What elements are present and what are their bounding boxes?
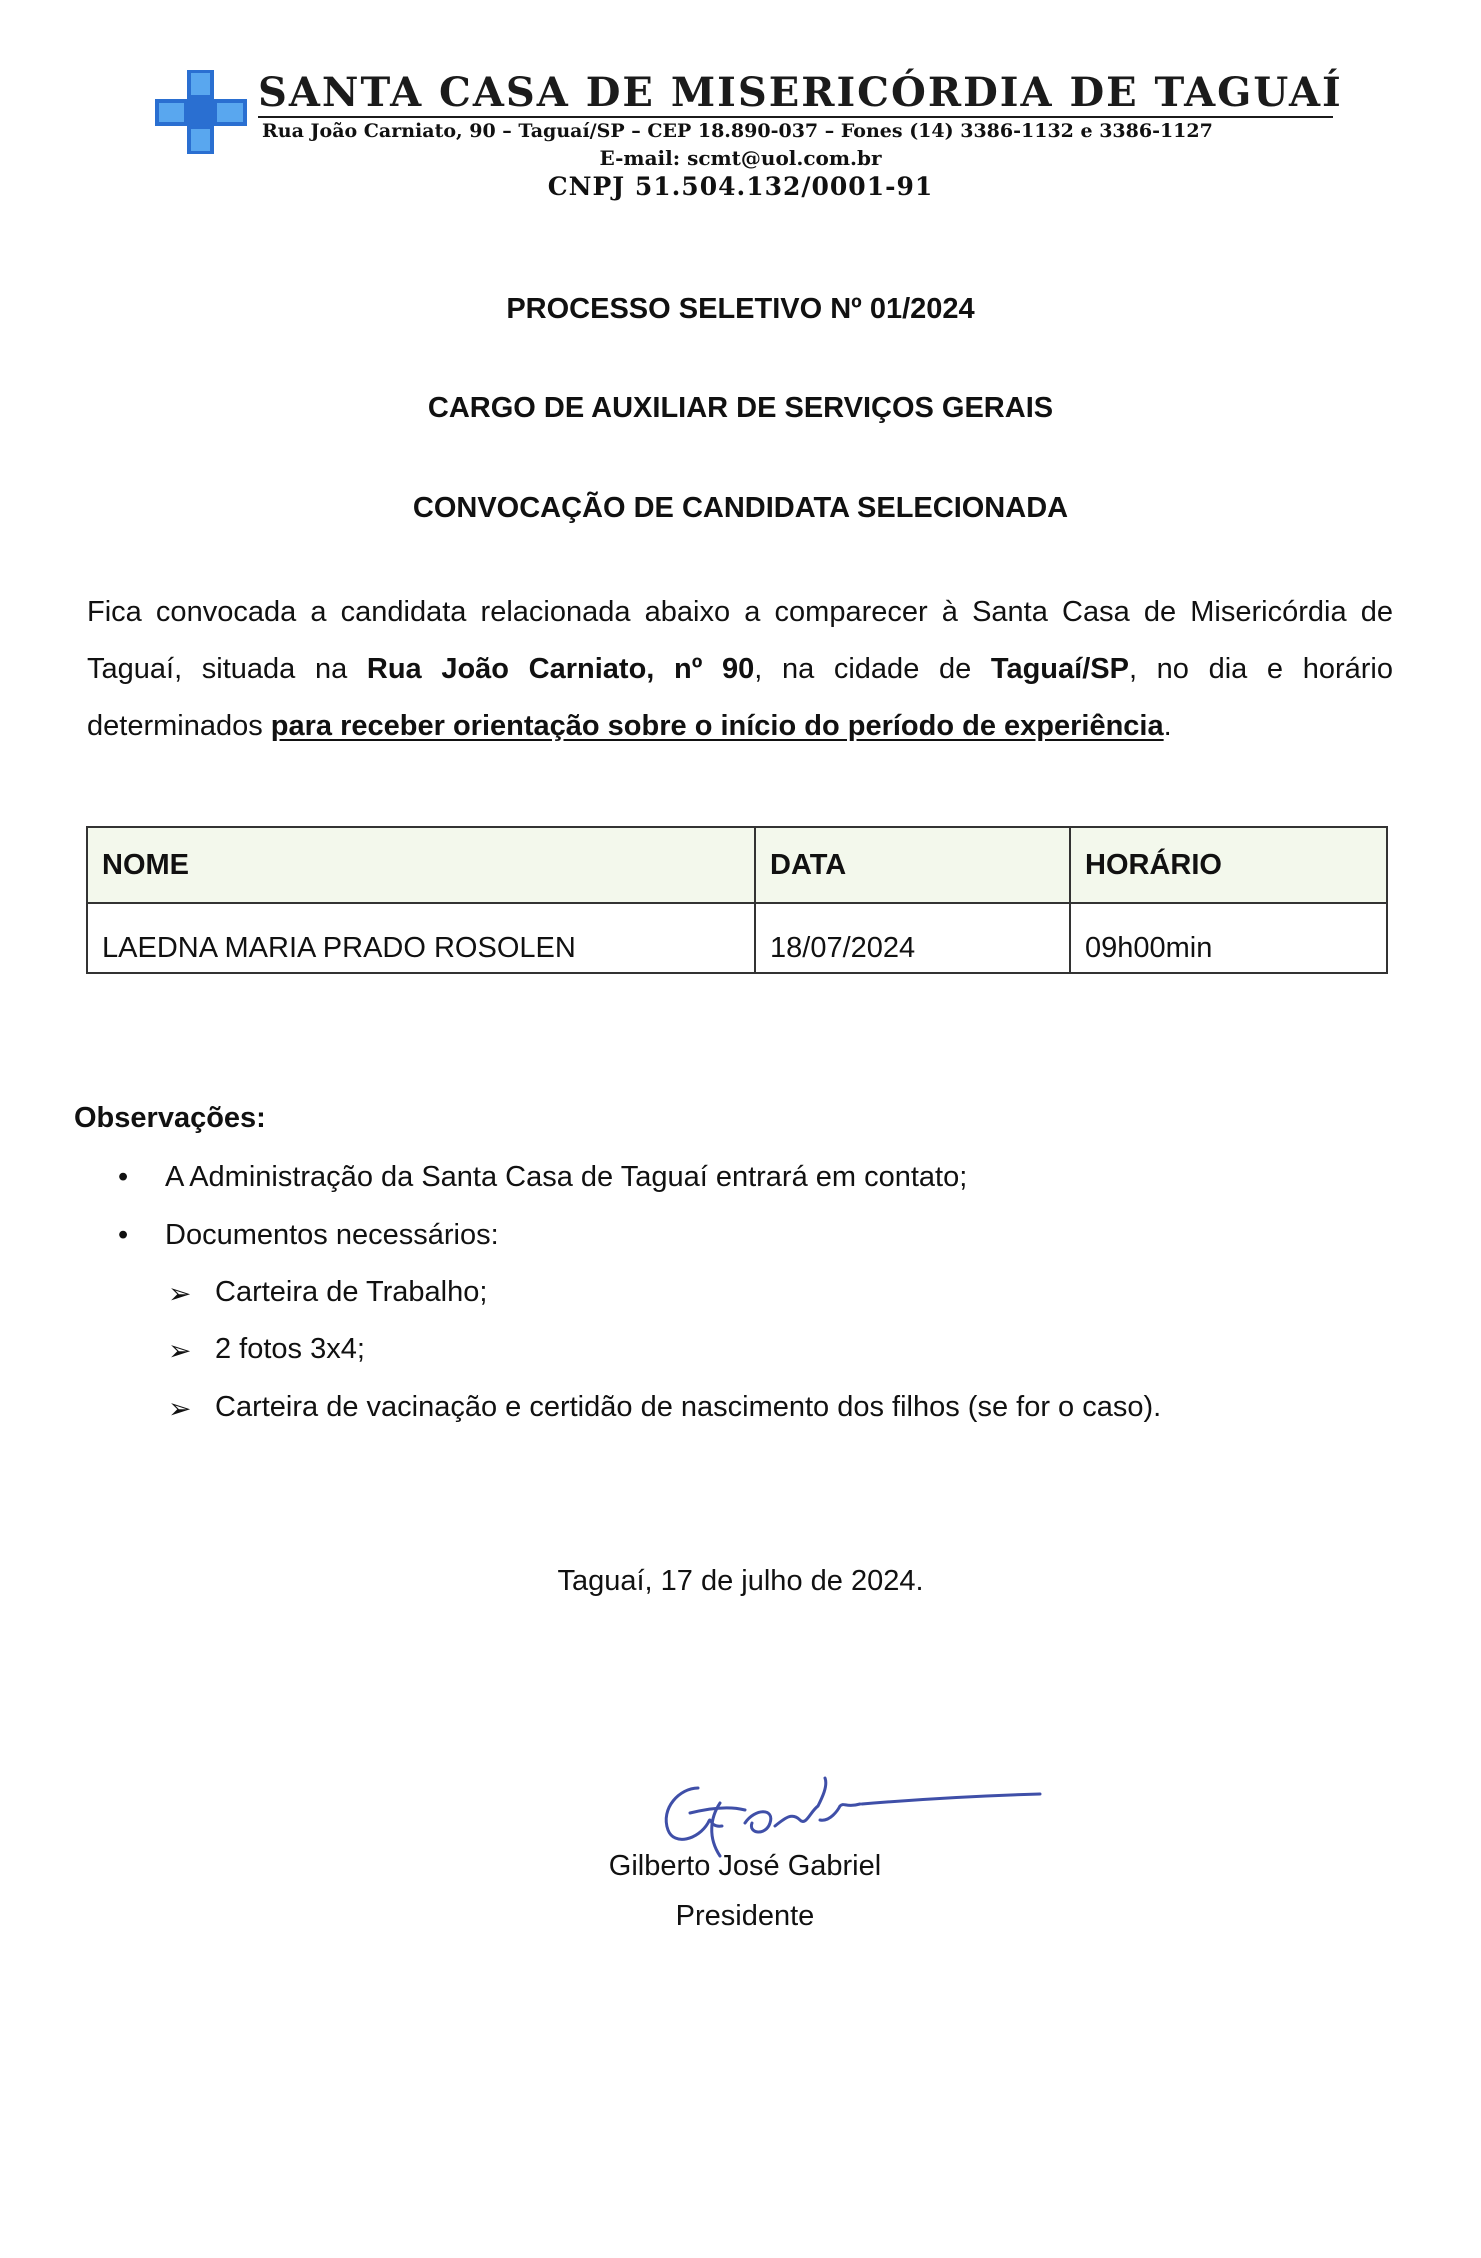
document-item: 2 fotos 3x4; xyxy=(215,1333,365,1365)
header-horario: HORÁRIO xyxy=(1070,827,1387,903)
arrow-bullet-icon: ➢ xyxy=(168,1335,192,1366)
arrow-bullet-icon: ➢ xyxy=(168,1278,192,1309)
cell-name: LAEDNA MARIA PRADO ROSOLEN xyxy=(87,903,755,973)
paragraph-text-4: . xyxy=(1163,710,1172,742)
document-item: Carteira de vacinação e certidão de nascimento dos filhos (se for o caso). xyxy=(215,1391,1162,1423)
header-data: DATA xyxy=(755,827,1070,903)
signer-title: Presidente xyxy=(675,1900,815,1932)
paragraph-address: Rua João Carniato, nº 90 xyxy=(366,653,755,685)
call-title: CONVOCAÇÃO DE CANDIDATA SELECIONADA xyxy=(412,492,1069,524)
paragraph-text-3: , no dia e horário determinados xyxy=(87,653,1393,742)
organization-address: Rua João Carniato, 90 – Taguaí/SP – CEP 18.890-037 – Fones (14) 3386-1132 e 3386-1127 xyxy=(262,120,1213,142)
header-nome: NOME xyxy=(87,827,755,903)
document-item: Carteira de Trabalho; xyxy=(215,1276,488,1308)
observations-title: Observações: xyxy=(74,1102,266,1134)
place-and-date: Taguaí, 17 de julho de 2024. xyxy=(557,1565,924,1597)
paragraph-city: Taguaí/SP xyxy=(990,653,1129,685)
bullet-dot-icon: • xyxy=(118,1219,129,1251)
observation-item: A Administração da Santa Casa de Taguaí entrará em contato; xyxy=(165,1161,968,1193)
summons-paragraph xyxy=(87,584,1393,755)
paragraph-purpose: para receber orientação sobre o início do período de experiência xyxy=(270,710,1164,742)
position-title: CARGO DE AUXILIAR DE SERVIÇOS GERAIS xyxy=(427,392,1054,424)
table-header-row xyxy=(87,827,1387,903)
candidate-table xyxy=(86,826,1388,974)
cell-date: 18/07/2024 xyxy=(755,903,1070,973)
paragraph-text-1: Fica convocada a candidata relacionada abaixo a comparecer à Santa Casa de Misericórdia de Taguaí, situada na xyxy=(87,596,1393,685)
signer-name: Gilberto José Gabriel xyxy=(608,1850,882,1882)
arrow-bullet-icon: ➢ xyxy=(168,1393,192,1424)
process-title: PROCESSO SELETIVO Nº 01/2024 xyxy=(506,293,975,325)
bullet-dot-icon: • xyxy=(118,1161,129,1193)
cell-time: 09h00min xyxy=(1070,903,1387,973)
observation-item: Documentos necessários: xyxy=(165,1219,499,1251)
organization-name: SANTA CASA DE MISERICÓRDIA DE TAGUAÍ xyxy=(258,69,1343,116)
table-row xyxy=(87,903,1387,973)
organization-cnpj: CNPJ 51.504.132/0001-91 xyxy=(547,172,934,201)
hospital-cross-logo xyxy=(155,70,247,154)
organization-email: E-mail: scmt@uol.com.br xyxy=(599,146,882,170)
paragraph-text-2: , na cidade de xyxy=(754,653,991,685)
